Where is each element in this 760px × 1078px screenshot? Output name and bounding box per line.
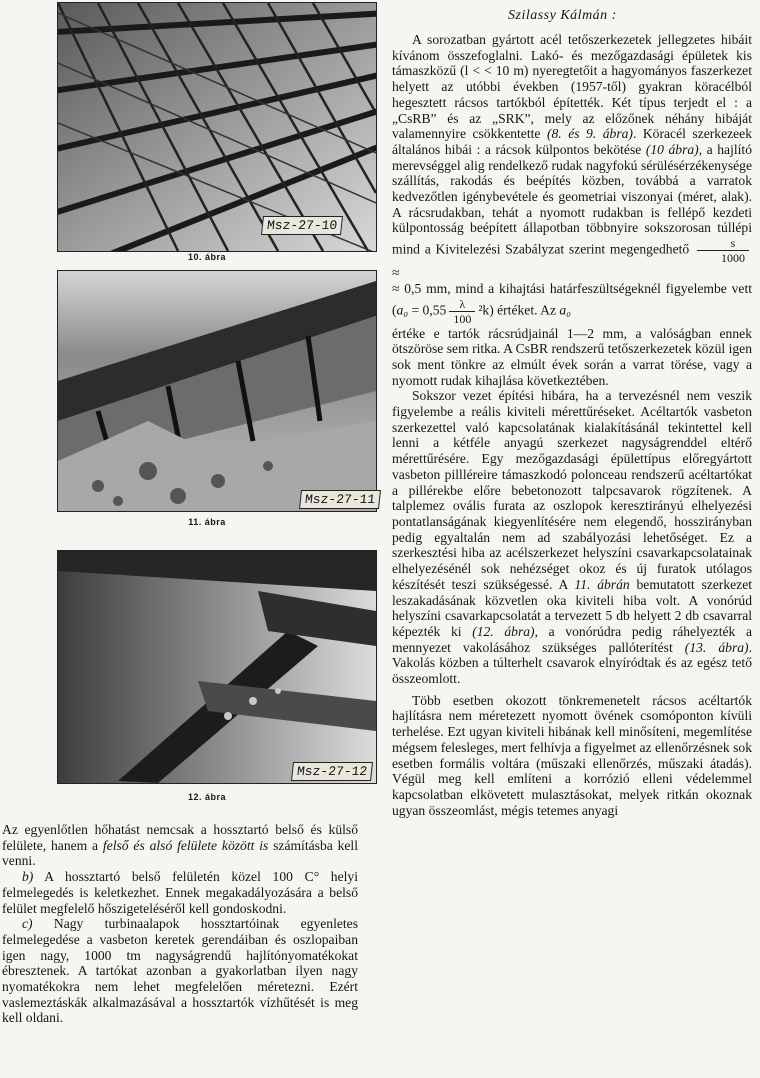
figure-11-plate: Msz-27-11 bbox=[299, 490, 381, 509]
figure-10-caption: 10. ábra bbox=[187, 252, 227, 262]
left-column-text bbox=[2, 822, 358, 1026]
right-math-line: ≈ 0,5 mm, mind a kihajtási határfeszültségeknél figyelembe vett (a₀ = 0,55 $\frac{\lambda}{100}$ ²k) értéket. Az a₀ bbox=[392, 280, 752, 326]
figure-11-caption: 11. ábra bbox=[188, 517, 226, 527]
left-paragraph-1: Az egyenlőtlen hőhatást nemcsak a hossztartó belső és külső felülete, hanem a felső és alsó felülete között is számításba kell venni. bbox=[2, 822, 358, 869]
left-paragraph-3: c) Nagy turbinaalapok hossztartóinak egyenletes felmelegedése a vasbeton keretek gerendáiban és oszlopaiban igen nagy, 1000 tm nagyságrendű hajlítónyomatékokat ébresztenek. A tartókat azonban a gyakorlatban ilyen nagy nyomatékokra nem lehet megfelelően méretezni. Ezért vaslemeztáskák alkalmazásával a hossztartók vízhűtését is meg kell oldani. bbox=[2, 916, 358, 1026]
right-paragraph-1-cont: értéke e tartók rácsrúdjainál 1—2 mm, a valóságban ennek ötszöröse sem ritka. A CsBR rendszerű tetőszerkezetek közül igen sok ment tönkre az elmúlt évek során a varrat törése, vagy a nyomott rudak kihajlása következtében. bbox=[392, 325, 752, 388]
right-paragraph-2: Sokszor vezet építési hibára, ha a tervezésnél nem veszik figyelembe a reális kiviteli mérettűréseket. Acéltartók vasbeton szerkezettel való kapcsolatának kialakításánál tekintettel kell lenni a kétféle anyagú szerkezet nagyságrenddel eltérő mérettűrésére. Egy mezőgazdasági épülettípus előregyártott vasbeton pillléreire támaszkodó polonceau rendszerű acéltartókat a pillérekbe előre bebetonozott talpcsavarok rögzítenek. A talplemez ovális furata az oszlopok keresztirányú elhelyezési pontatlanságának kiegyenlítésére nem elegendő, hosszirányban pedig egyaltalán nem ad szabályozási lehetőséget. Ez a szerkesztési hiba az acélszerkezet helyszíni csavarkapcsolatainak elhelyezésénél sok nehézséget okoz és új furatok utólagos készítését teszi szükségessé. A 11. ábrán bemutatott szerkezet leszakadásának közvetlen oka kiviteli hiba volt. A vonórúd helyszíni csavarkapcsolatát a tervezett 5 db helyett 2 db csavarral képezték ki (12. ábra), a vonórúdra pedig ráhelyezték a mennyezet vakolásához szükséges pallóterítést (13. ábra). Vakolás közben a túlterhelt csavarok elnyíródtak és az egész tető összeomlott. bbox=[392, 388, 753, 687]
right-paragraph-1: A sorozatban gyártott acél tetőszerkezetek jellegzetes hibáit kívánom összefoglalni. Lakó- és mezőgazdasági épületek kis támaszközű (l < < 10 m) nyeregtetőit a hagyományos faszerkezet helyett az utóbbi években (1957-től) gyakran köracélból hegesztett rácsos tartókból építették. Két típus terjedt el : a „CsRB” és az „SRK”, mely az előzőnek néhány hibáját valamennyire csökkentette (8. és 9. ábra). Köracél szerkezeek általános hibái : a rácsok külpontos bekötése (10 ábra), a hajlító merevséggel alig rendelkező rudak nagyfokú sérülésérzékenysége szállítás, rakodás és beépítés közben, továbbá a varratok kedvezőtlen igénybevétele és geometriai viszonyai (méret, alak). A rácsrudakban, tehát a nyomott rudakban is fellépő kezdeti külpontosság beépített állapotban többnyire sokszorosan túllépi mind a Kivitelezési Szabályzat szerint megengedhető $\frac{s}{1000}$ ≈ bbox=[392, 32, 753, 281]
figure-10-photo bbox=[57, 2, 377, 252]
left-paragraph-2: b) A hossztartó belső felületén közel 100 C° helyi felmelegedés is keletkezhet. Ennek megakadályozására a belső felület megfelelő hőszigeteléséről kell gondoskodni. bbox=[2, 869, 358, 916]
right-paragraph-3: Több esetben okozott tönkremenetelt rácsos acéltartók hajlításra nem méretezett nyomott övének csomóponton kívüli terhelése. Ezt ugyan kiviteli hibának kell minősíteni, megemlítése mégsem felesleges, mert felhívja a figyelmet az ellenőrzésnek sok esetben formális voltára (műszaki ellenőrzés, műszaki átadás). Végül meg kell említeni a korrózió elleni védelemmel kapcsolatban elkövetett mulasztásokat, melyek ritkán okoznak ugyan összeomlást, mégis tetemes anyagi bbox=[392, 692, 752, 818]
right-column-text bbox=[392, 32, 752, 818]
author-name: Szilassy Kálmán : bbox=[508, 8, 617, 23]
fraction-s-over-1000: $\frac{s}{1000}$ bbox=[697, 236, 749, 265]
fraction-lambda-over-100: $\frac{\lambda}{100}$ bbox=[449, 297, 475, 326]
figure-11-photo bbox=[57, 270, 377, 512]
figure-12-plate: Msz-27-12 bbox=[291, 762, 373, 781]
figure-10-plate: Msz-27-10 bbox=[261, 216, 343, 235]
figure-12-photo bbox=[57, 550, 377, 784]
figure-12-caption: 12. ábra bbox=[187, 792, 227, 802]
